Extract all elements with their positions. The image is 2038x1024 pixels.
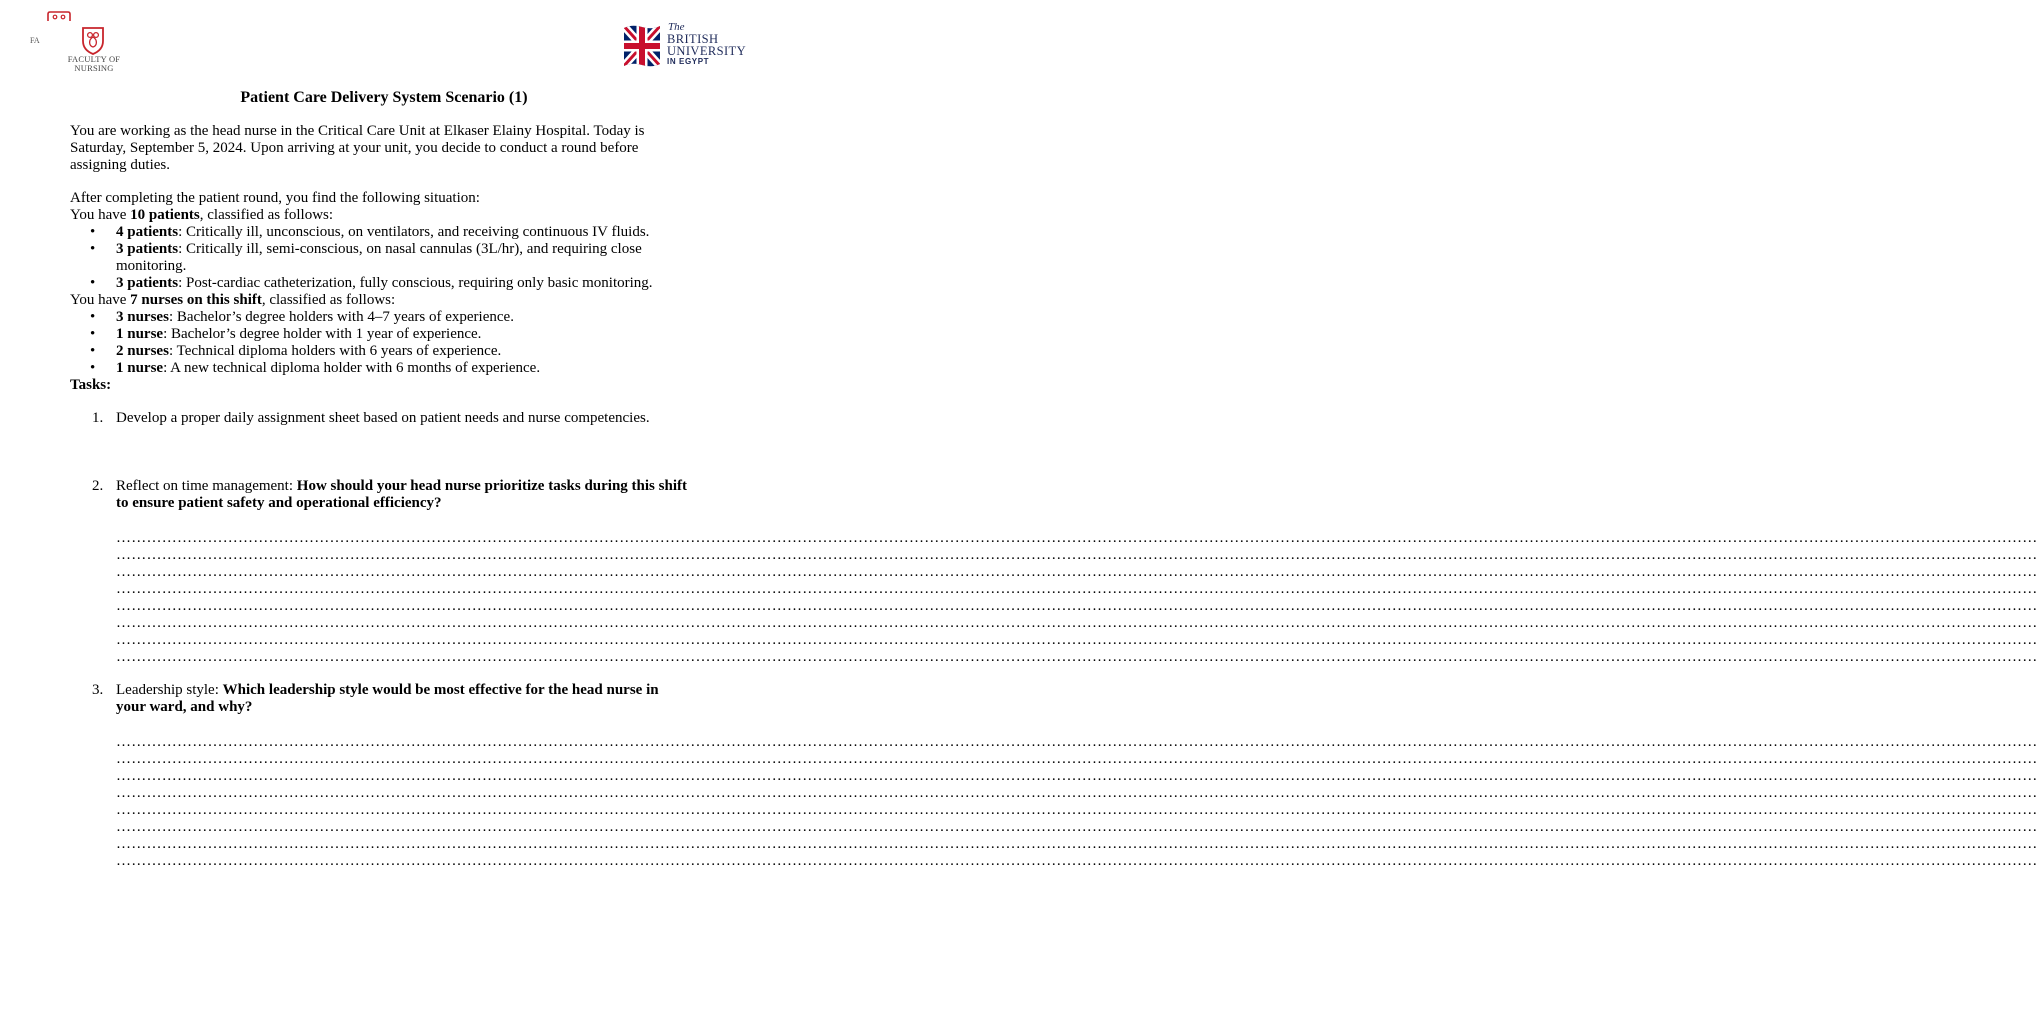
document-body: [70, 123, 2038, 870]
patient-group-count: 3 patients: [116, 275, 179, 291]
task-text: Develop a proper daily assignment sheet based on patient needs and nurse competencies.: [116, 410, 650, 426]
answer-line[interactable]: ………………………………………………………………………………………………………………………………………………………………………………………………………………………………………………………………………………………………………………………………………………: [116, 802, 2038, 818]
list-item: [70, 360, 690, 377]
nurse-group-description: : Technical diploma holders with 6 years of experience.: [168, 343, 502, 359]
nurse-group-description: : Bachelor’s degree holders with 4–7 years of experience.: [168, 309, 514, 325]
faculty-caption: [64, 55, 124, 73]
task-item-1: [70, 410, 690, 427]
tasks-heading: Tasks:: [70, 377, 112, 393]
patient-group-description: : Post-cardiac catheterization, fully conscious, requiring only basic monitoring.: [178, 275, 653, 291]
page-title: Patient Care Delivery System Scenario (1): [240, 89, 528, 106]
nurse-group-count: 3 nurses: [116, 309, 169, 325]
bue-british-text: BRITISH: [667, 32, 719, 46]
answer-line[interactable]: ………………………………………………………………………………………………………………………………………………………………………………………………………………………………………………………………………………………………………………………………………………: [116, 598, 2038, 614]
nurse-group-description: : A new technical diploma holder with 6 months of experience.: [163, 360, 541, 376]
list-item: [70, 309, 690, 326]
answer-line[interactable]: ………………………………………………………………………………………………………………………………………………………………………………………………………………………………………………………………………………………………………………………………………………: [116, 615, 2038, 631]
task-list: [70, 410, 690, 512]
list-item: [70, 343, 690, 360]
answer-area-task-3[interactable]: [116, 734, 2038, 870]
task-question: How should your head nurse prioritize tasks during this shift to ensure patient safety and operational efficiency?: [116, 478, 687, 511]
after-round-text: After completing the patient round, you find the following situation:: [70, 190, 480, 206]
task-number: 1.: [92, 410, 104, 426]
intro-paragraph: You are working as the head nurse in the Critical Care Unit at Elkaser Elainy Hospital. Today is Saturday, September 5, 2024. Upon arriving at your unit, you decide to conduct a round before assigning duties.: [70, 123, 645, 173]
answer-line[interactable]: ………………………………………………………………………………………………………………………………………………………………………………………………………………………………………………………………………………………………………………………………………………: [116, 819, 2038, 835]
union-flag-icon: [622, 24, 662, 68]
nurse-group-description: : Bachelor’s degree holder with 1 year of experience.: [163, 326, 482, 342]
nurse-list: [70, 309, 690, 377]
nurses-intro: [70, 292, 690, 309]
list-item: [70, 275, 690, 292]
answer-line[interactable]: ………………………………………………………………………………………………………………………………………………………………………………………………………………………………………………………………………………………………………………………………………………: [116, 547, 2038, 563]
task-item-3: [70, 682, 690, 716]
logo-fragment-text: FA: [30, 36, 40, 45]
bue-university-text: UNIVERSITY: [667, 44, 746, 58]
answer-line[interactable]: ………………………………………………………………………………………………………………………………………………………………………………………………………………………………………………………………………………………………………………………………………………: [116, 836, 2038, 852]
list-item: [70, 241, 690, 275]
patients-intro: [70, 207, 690, 224]
bue-logo: [622, 22, 752, 68]
answer-line[interactable]: ………………………………………………………………………………………………………………………………………………………………………………………………………………………………………………………………………………………………………………………………………………: [116, 734, 2038, 750]
nurses-intro-suffix: , classified as follows:: [261, 292, 396, 308]
answer-line[interactable]: ………………………………………………………………………………………………………………………………………………………………………………………………………………………………………………………………………………………………………………………………………………: [116, 632, 2038, 648]
bue-in-egypt-text: IN EGYPT: [667, 57, 710, 66]
nurses-count: 7 nurses on this shift: [130, 292, 262, 308]
faculty-caption-line2: NURSING: [74, 63, 114, 73]
task-number: 2.: [92, 478, 104, 494]
answer-line[interactable]: ………………………………………………………………………………………………………………………………………………………………………………………………………………………………………………………………………………………………………………………………………………: [116, 581, 2038, 597]
faculty-caption-line1: FACULTY OF: [67, 54, 121, 64]
patient-group-count: 3 patients: [116, 241, 179, 257]
bue-the-text: The: [668, 21, 685, 33]
task-question: Which leadership style would be most effective for the head nurse in your ward, and why?: [116, 682, 659, 715]
nurse-group-count: 1 nurse: [116, 326, 164, 342]
patients-count: 10 patients: [130, 207, 200, 223]
nurses-intro-prefix: You have: [70, 292, 131, 308]
answer-line[interactable]: ………………………………………………………………………………………………………………………………………………………………………………………………………………………………………………………………………………………………………………………………………………: [116, 853, 2038, 869]
nurse-group-count: 1 nurse: [116, 360, 164, 376]
answer-line[interactable]: ………………………………………………………………………………………………………………………………………………………………………………………………………………………………………………………………………………………………………………………………………………: [116, 785, 2038, 801]
task-item-2: [70, 478, 690, 512]
answer-line[interactable]: ………………………………………………………………………………………………………………………………………………………………………………………………………………………………………………………………………………………………………………………………………………: [116, 649, 2038, 665]
patients-intro-suffix: , classified as follows:: [199, 207, 334, 223]
patient-list: [70, 224, 690, 292]
task-number: 3.: [92, 682, 104, 698]
patient-group-count: 4 patients: [116, 224, 179, 240]
task-list-continued: [70, 682, 690, 716]
task-text: Reflect on time management:: [116, 478, 297, 494]
nursing-emblem-fragment-icon: [46, 11, 72, 21]
answer-line[interactable]: ………………………………………………………………………………………………………………………………………………………………………………………………………………………………………………………………………………………………………………………………………………: [116, 564, 2038, 580]
patient-group-description: : Critically ill, unconscious, on ventilators, and receiving continuous IV fluids.: [178, 224, 650, 240]
task-text: Leadership style:: [116, 682, 223, 698]
nurse-group-count: 2 nurses: [116, 343, 169, 359]
patients-intro-prefix: You have: [70, 207, 131, 223]
answer-line[interactable]: ………………………………………………………………………………………………………………………………………………………………………………………………………………………………………………………………………………………………………………………………………………: [116, 768, 2038, 784]
answer-line[interactable]: ………………………………………………………………………………………………………………………………………………………………………………………………………………………………………………………………………………………………………………………………………………: [116, 751, 2038, 767]
faculty-of-nursing-logo: [30, 8, 146, 78]
list-item: [70, 224, 690, 241]
answer-area-task-2[interactable]: [116, 530, 2038, 666]
nursing-shield-icon: [80, 25, 106, 55]
answer-line[interactable]: ………………………………………………………………………………………………………………………………………………………………………………………………………………………………………………………………………………………………………………………………………………: [116, 530, 2038, 546]
patient-group-description: : Critically ill, semi-conscious, on nasal cannulas (3L/hr), and requiring close monitoring.: [116, 241, 642, 274]
list-item: [70, 326, 690, 343]
